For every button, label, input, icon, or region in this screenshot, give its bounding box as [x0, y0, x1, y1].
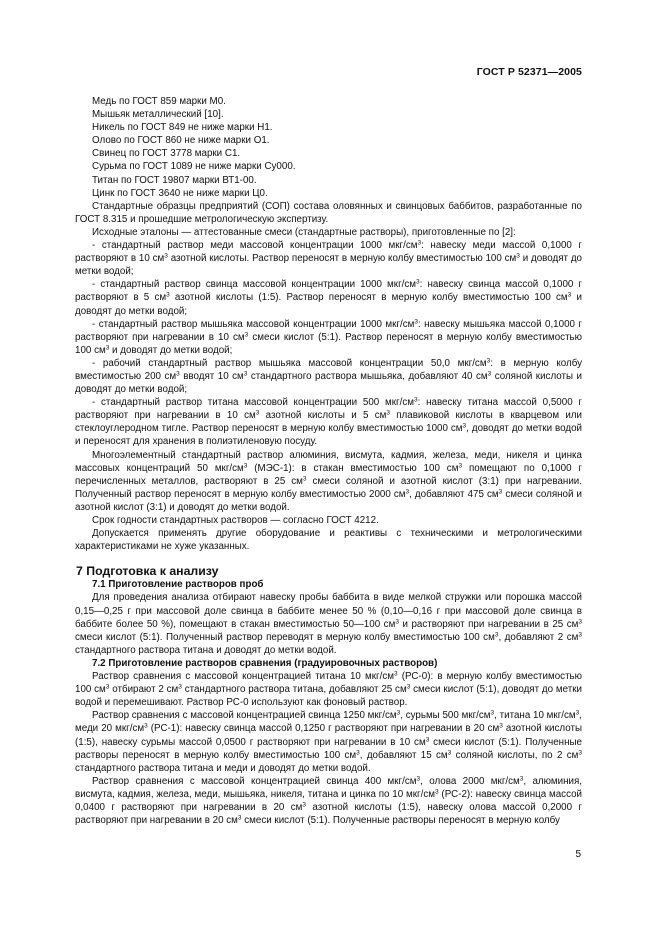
- page-number: 5: [575, 849, 581, 860]
- section-7-heading: 7 Подготовка к анализу: [76, 564, 219, 579]
- standard-code-header: ГОСТ Р 52371—2005: [476, 66, 582, 78]
- sample-preparation-paragraph: Для проведения анализа отбирают навеску пробы баббита в виде мелкой стружки или порошка массой 0,15—0,25 г при массовой доле свинца в баббите менее 50 % (0,10—0,16 г при массовой доле свинца в баббите более 50 %), помещают в стакан вместимостью 50—100 $см^3$ и растворяют при нагревании в 25 $см^3$ смеси кислот (5:1). Полученный раствор переводят в мерную колбу вместимостью 100 $см^3$, добавляют 2 $см^3$ стандартного раствора титана и доводят до метки водой.: [75, 592, 583, 656]
- material-item: Цинк по ГОСТ 3640 не ниже марки Ц0.: [92, 187, 268, 199]
- shelf-life-paragraph: Срок годности стандартных растворов — согласно ГОСТ 4212.: [92, 515, 379, 526]
- copper-solution-paragraph: - стандартный раствор меди массовой концентрации 1000 мкг/$см^3$: навеску меди массой 0,1000 г растворяют в 10 $см^3$ азотной кислоты. Раствор переносят в мерную колбу вместимостью 100 $см^3$ и доводят до метки водой;: [75, 239, 583, 278]
- materials-list: [75, 95, 582, 200]
- material-item: Никель по ГОСТ 849 не ниже марки Н1.: [92, 122, 273, 134]
- page-content: [75, 95, 582, 827]
- material-item: Свинец по ГОСТ 3778 марки С1.: [92, 148, 241, 160]
- reference-solution-rs2-paragraph: Раствор сравнения с массовой концентрацией свинца 400 мкг/$см^3$, олова 2000 мкг/$см^3$, алюминия, висмута, кадмия, железа, меди, мышьяка, никеля, титана и цинка по 10 мкг/$см^3$ (РС-2): навеску свинца массой 0,0400 г растворяют при нагревании в 20 $см^3$ азотной кислоты (1:5), навеску олова массой 0,2000 г растворяют при нагревании в 20 $см^3$ смеси кислот (5:1). Полученные растворы переносят в мерную колбу: [75, 775, 583, 827]
- material-item: Олово по ГОСТ 860 не ниже марки О1.: [92, 135, 270, 147]
- material-item: Медь по ГОСТ 859 марки М0.: [92, 96, 226, 107]
- reference-solution-rs1-paragraph: Раствор сравнения с массовой концентрацией свинца 1250 мкг/$см^3$, сурьмы 500 мкг/$см^3$, титана 10 мкг/$см^3$, меди 20 мкг/$см^3$ (РС-1): навеску свинца массой 0,1250 г растворяют при нагревании в 20 $см^3$ азотной кислоты (1:5), навеску сурьмы массой 0,0500 г растворяют при нагревании в 10 $см^3$ смеси кислот (5:1). Полученные растворы переносят в мерную колбу вместимостью 100 $см^3$, добавляют 15 $см^3$ соляной кислоты, по 2 $см^3$ стандартного раствора титана и меди и доводят до метки водой.: [75, 709, 583, 774]
- lead-solution-paragraph: - стандартный раствор свинца массовой концентрации 1000 мкг/$см^3$: навеску свинца массой 0,1000 г растворяют в 5 $см^3$ азотной кислоты (1:5). Раствор переносят в мерную колбу вместимостью 100 $см^3$ и доводят до метки водой;: [75, 278, 582, 317]
- etalons-paragraph: Исходные эталоны — аттестованные смеси (стандартные растворы), приготовленные по [2]:: [92, 226, 516, 238]
- titanium-solution-paragraph: - стандартный раствор титана массовой концентрации 500 мкг/$см^3$: навеску титана массой 0,5000 г растворяют при нагревании в 10 $см^3$ азотной кислоты и 5 $см^3$ плавиковой кислоты в кварцевом или стеклоуглеродном тигле. Раствор переносят в мерную колбу вместимостью 1000 $см^3$, доводят до метки водой и переносят для хранения в полиэтиленовую посуду.: [75, 396, 582, 448]
- material-item: Титан по ГОСТ 19807 марки ВТ1-00.: [92, 174, 257, 186]
- arsenic-working-solution-paragraph: - рабочий стандартный раствор мышьяка массовой концентрации 50,0 мкг/$см^3$: в мерную колбу вместимостью 200 $см^3$ вводят 10 $см^3$ стандартного раствора мышьяка, добавляют 40 $см^3$ соляной кислоты и доводят до метки водой;: [75, 357, 582, 396]
- allowed-equipment-paragraph: Допускается применять другие оборудование и реактивы с техническими и метрологическими характеристиками не хуже указанных.: [75, 528, 582, 553]
- subsection-7-1-heading: 7.1 Приготовление растворов проб: [92, 579, 264, 591]
- sop-paragraph: Стандартные образцы предприятий (СОП) состава оловянных и свинцовых баббитов, разработанные по ГОСТ 8.315 и прошедшие метрологическую экспертизу.: [75, 200, 582, 225]
- material-item: Мышьяк металлический [10].: [92, 109, 224, 121]
- multielement-solution-paragraph: Многоэлементный стандартный раствор алюминия, висмута, кадмия, железа, меди, никеля и цинка массовых концентраций 50 мкг/$см^3$ (МЭС-1): в стакан вместимостью 100 $см^3$ помещают по 0,1000 г перечисленных металлов, растворяют в 25 $см^3$ смеси соляной и азотной кислот (3:1) при нагревании. Полученный раствор переносят в мерную колбу вместимостью 2000 $см^3$, добавляют 475 $см^3$ смеси соляной и азотной кислот (3:1) и доводят до метки водой.: [75, 449, 582, 513]
- arsenic-solution-paragraph: - стандартный раствор мышьяка массовой концентрации 1000 мкг/$см^3$: навеску мышьяка массой 0,1000 г растворяют при нагревании в 10 $см^3$ смеси кислот (5:1). Раствор переносят в мерную колбу вместимостью 100 $см^3$ и доводят до метки водой;: [75, 318, 583, 356]
- material-item: Сурьма по ГОСТ 1089 не ниже марки Су000.: [92, 161, 296, 173]
- subsection-7-2-heading: 7.2 Приготовление растворов сравнения (градуировочных растворов): [92, 657, 438, 669]
- reference-solution-rs0-paragraph: Раствор сравнения с массовой концентрацией титана 10 мкг/$см^3$ (РС-0): в мерную колбу вместимостью 100 $см^3$ отбирают 2 $см^3$ стандартного раствора титана, добавляют 25 $см^3$ смеси кислот (5:1), доводят до метки водой и перемешивают. Раствор РС-0 используют как фоновый раствор.: [75, 670, 583, 709]
